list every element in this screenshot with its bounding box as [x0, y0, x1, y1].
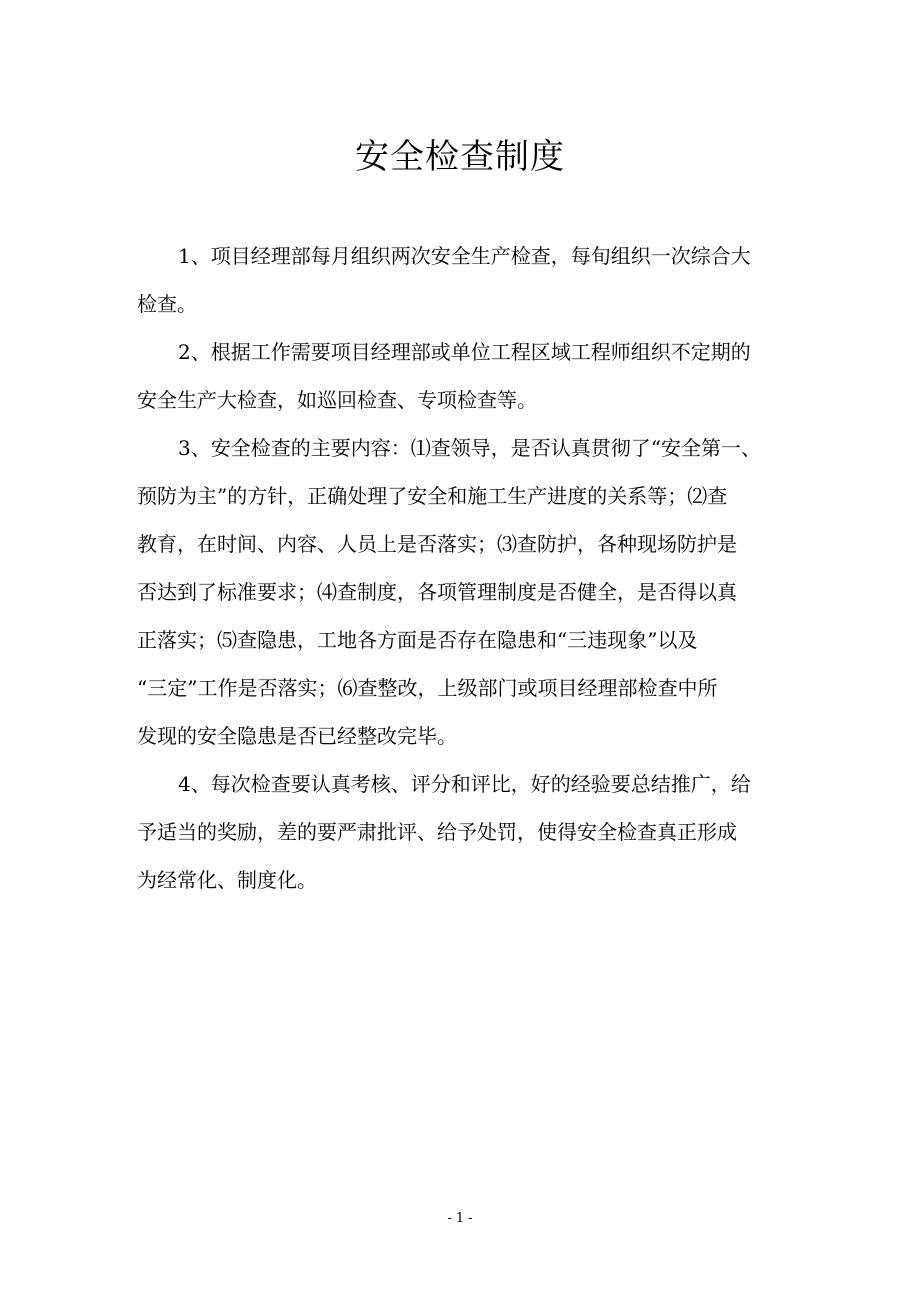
- paragraph-4-line-2: 予适当的奖励，差的要严肃批评、给予处罚，使得安全检查真正形成: [137, 820, 737, 844]
- paragraph-3-line-2: 预防为主”的方针，正确处理了安全和施工生产进度的关系等；⑵查: [137, 484, 728, 508]
- paragraph-4-line-3: 为经常化、制度化。: [137, 868, 317, 892]
- paragraph-3-line-6: “三定”工作是否落实；⑹查整改，上级部门或项目经理部检查中所: [137, 676, 718, 700]
- page-number: - 1 -: [447, 1211, 473, 1226]
- paragraph-3-line-5: 正落实；⑸查隐患，工地各方面是否存在隐患和“三违现象”以及: [137, 628, 698, 652]
- document-body: [137, 232, 817, 904]
- paragraph-3-line-1: 3、安全检查的主要内容：⑴查领导，是否认真贯彻了“安全第一、: [178, 436, 761, 460]
- paragraph-4-line-1: 4、每次检查要认真考核、评分和评比，好的经验要总结推广，给: [178, 772, 751, 796]
- paragraph-3-line-3: 教育，在时间、内容、人员上是否落实；⑶查防护，各种现场防护是: [137, 532, 737, 556]
- paragraph-1-line-1: 1、项目经理部每月组织两次安全生产检查，每旬组织一次综合大: [178, 244, 751, 268]
- paragraph-1-line-2: 检查。: [137, 292, 197, 316]
- paragraph-2-line-2: 安全生产大检查，如巡回检查、专项检查等。: [137, 388, 537, 412]
- paragraph-2-line-1: 2、根据工作需要项目经理部或单位工程区域工程师组织不定期的: [178, 340, 751, 364]
- page-title: 安全检查制度: [355, 137, 565, 177]
- paragraph-3-line-4: 否达到了标准要求；⑷查制度，各项管理制度是否健全，是否得以真: [137, 580, 737, 604]
- paragraph-3-line-7: 发现的安全隐患是否已经整改完毕。: [137, 724, 457, 748]
